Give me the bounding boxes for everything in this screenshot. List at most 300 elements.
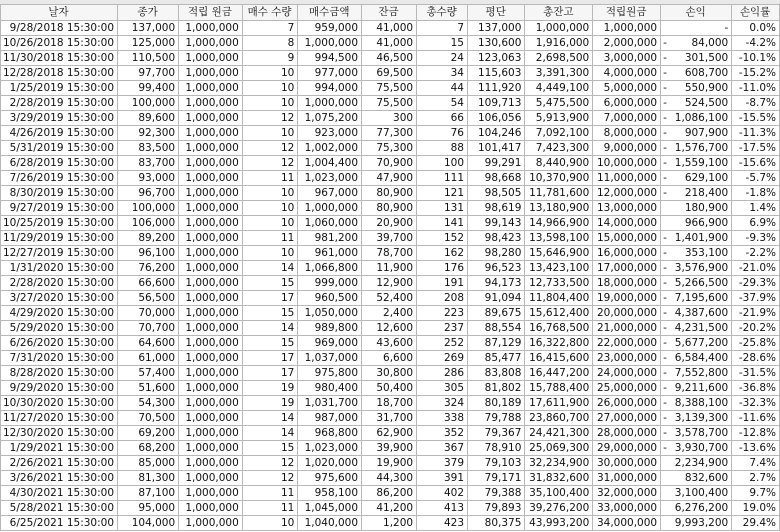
total-value-cell[interactable]: 23,860,700: [525, 411, 593, 426]
balance-cell[interactable]: 78,700: [362, 246, 417, 261]
buy-amount-cell[interactable]: 968,800: [298, 426, 362, 441]
total-value-cell[interactable]: 7,092,100: [525, 126, 593, 141]
accum-principal-cell[interactable]: 1,000,000: [593, 21, 661, 36]
column-header[interactable]: 총수량: [417, 5, 468, 21]
buy-amount-cell[interactable]: 1,060,000: [298, 216, 362, 231]
deposit-cell[interactable]: 1,000,000: [179, 306, 243, 321]
deposit-cell[interactable]: 1,000,000: [179, 456, 243, 471]
avg-price-cell[interactable]: 96,523: [468, 261, 525, 276]
return-rate-cell[interactable]: -2.2%: [732, 246, 780, 261]
total-value-cell[interactable]: 11,781,600: [525, 186, 593, 201]
deposit-cell[interactable]: 1,000,000: [179, 51, 243, 66]
deposit-cell[interactable]: 1,000,000: [179, 351, 243, 366]
return-rate-cell[interactable]: -11.3%: [732, 126, 780, 141]
column-header[interactable]: 날자: [1, 5, 118, 21]
accum-principal-cell[interactable]: 26,000,000: [593, 396, 661, 411]
balance-cell[interactable]: 70,900: [362, 156, 417, 171]
deposit-cell[interactable]: 1,000,000: [179, 336, 243, 351]
balance-cell[interactable]: 52,400: [362, 291, 417, 306]
return-rate-cell[interactable]: -25.8%: [732, 336, 780, 351]
return-rate-cell[interactable]: 0.0%: [732, 21, 780, 36]
total-qty-cell[interactable]: 223: [417, 306, 468, 321]
return-rate-cell[interactable]: 29.4%: [732, 516, 780, 531]
accum-principal-cell[interactable]: 32,000,000: [593, 486, 661, 501]
total-qty-cell[interactable]: 111: [417, 171, 468, 186]
avg-price-cell[interactable]: 91,094: [468, 291, 525, 306]
deposit-cell[interactable]: 1,000,000: [179, 291, 243, 306]
total-value-cell[interactable]: 1,916,000: [525, 36, 593, 51]
accum-principal-cell[interactable]: 17,000,000: [593, 261, 661, 276]
avg-price-cell[interactable]: 98,668: [468, 171, 525, 186]
close-price-cell[interactable]: 100,000: [118, 96, 179, 111]
total-value-cell[interactable]: 43,993,200: [525, 516, 593, 531]
accum-principal-cell[interactable]: 18,000,000: [593, 276, 661, 291]
total-value-cell[interactable]: 5,913,900: [525, 111, 593, 126]
total-qty-cell[interactable]: 44: [417, 81, 468, 96]
total-qty-cell[interactable]: 324: [417, 396, 468, 411]
date-cell[interactable]: 1/29/2021 15:30:00: [1, 441, 118, 456]
buy-amount-cell[interactable]: 1,020,000: [298, 456, 362, 471]
return-rate-cell[interactable]: -5.7%: [732, 171, 780, 186]
total-value-cell[interactable]: 8,440,900: [525, 156, 593, 171]
column-header[interactable]: 총잔고: [525, 5, 593, 21]
buy-amount-cell[interactable]: 961,000: [298, 246, 362, 261]
accum-principal-cell[interactable]: 14,000,000: [593, 216, 661, 231]
buy-amount-cell[interactable]: 967,000: [298, 186, 362, 201]
avg-price-cell[interactable]: 83,808: [468, 366, 525, 381]
column-header[interactable]: 잔금: [362, 5, 417, 21]
avg-price-cell[interactable]: 87,129: [468, 336, 525, 351]
total-qty-cell[interactable]: 100: [417, 156, 468, 171]
accum-principal-cell[interactable]: 31,000,000: [593, 471, 661, 486]
total-value-cell[interactable]: 24,421,300: [525, 426, 593, 441]
deposit-cell[interactable]: 1,000,000: [179, 381, 243, 396]
buy-amount-cell[interactable]: 958,100: [298, 486, 362, 501]
buy-amount-cell[interactable]: 959,000: [298, 21, 362, 36]
balance-cell[interactable]: 75,500: [362, 96, 417, 111]
buy-qty-cell[interactable]: 10: [242, 186, 298, 201]
buy-amount-cell[interactable]: 969,000: [298, 336, 362, 351]
balance-cell[interactable]: 46,500: [362, 51, 417, 66]
buy-qty-cell[interactable]: 15: [242, 306, 298, 321]
total-value-cell[interactable]: 10,370,900: [525, 171, 593, 186]
avg-price-cell[interactable]: 130,600: [468, 36, 525, 51]
date-cell[interactable]: 8/30/2019 15:30:00: [1, 186, 118, 201]
avg-price-cell[interactable]: 115,603: [468, 66, 525, 81]
buy-qty-cell[interactable]: 19: [242, 381, 298, 396]
total-value-cell[interactable]: 16,768,500: [525, 321, 593, 336]
total-value-cell[interactable]: 17,611,900: [525, 396, 593, 411]
buy-qty-cell[interactable]: 14: [242, 411, 298, 426]
buy-qty-cell[interactable]: 19: [242, 396, 298, 411]
profit-cell[interactable]: [661, 426, 732, 441]
date-cell[interactable]: 6/28/2019 15:30:00: [1, 156, 118, 171]
profit-cell[interactable]: [661, 96, 732, 111]
balance-cell[interactable]: 44,300: [362, 471, 417, 486]
close-price-cell[interactable]: 104,000: [118, 516, 179, 531]
total-value-cell[interactable]: 25,069,300: [525, 441, 593, 456]
accum-principal-cell[interactable]: 28,000,000: [593, 426, 661, 441]
date-cell[interactable]: 7/31/2020 15:30:00: [1, 351, 118, 366]
close-price-cell[interactable]: 87,100: [118, 486, 179, 501]
column-header[interactable]: 적립 원금: [179, 5, 243, 21]
buy-qty-cell[interactable]: 7: [242, 21, 298, 36]
balance-cell[interactable]: 30,800: [362, 366, 417, 381]
avg-price-cell[interactable]: 79,171: [468, 471, 525, 486]
total-value-cell[interactable]: 1,000,000: [525, 21, 593, 36]
return-rate-cell[interactable]: -8.7%: [732, 96, 780, 111]
buy-amount-cell[interactable]: 1,023,000: [298, 441, 362, 456]
total-qty-cell[interactable]: 305: [417, 381, 468, 396]
total-qty-cell[interactable]: 367: [417, 441, 468, 456]
balance-cell[interactable]: 1,200: [362, 516, 417, 531]
deposit-cell[interactable]: 1,000,000: [179, 426, 243, 441]
total-qty-cell[interactable]: 338: [417, 411, 468, 426]
accum-principal-cell[interactable]: 6,000,000: [593, 96, 661, 111]
date-cell[interactable]: 1/25/2019 15:30:00: [1, 81, 118, 96]
buy-qty-cell[interactable]: 15: [242, 336, 298, 351]
avg-price-cell[interactable]: 89,675: [468, 306, 525, 321]
buy-qty-cell[interactable]: 10: [242, 216, 298, 231]
profit-cell[interactable]: [661, 381, 732, 396]
profit-cell[interactable]: [661, 141, 732, 156]
balance-cell[interactable]: 6,600: [362, 351, 417, 366]
date-cell[interactable]: 5/28/2021 15:30:00: [1, 501, 118, 516]
profit-cell[interactable]: [661, 111, 732, 126]
date-cell[interactable]: 3/26/2021 15:30:00: [1, 471, 118, 486]
profit-cell[interactable]: [661, 186, 732, 201]
total-qty-cell[interactable]: 402: [417, 486, 468, 501]
profit-cell[interactable]: [661, 321, 732, 336]
buy-amount-cell[interactable]: 1,023,000: [298, 171, 362, 186]
avg-price-cell[interactable]: 79,788: [468, 411, 525, 426]
return-rate-cell[interactable]: 9.7%: [732, 486, 780, 501]
total-qty-cell[interactable]: 423: [417, 516, 468, 531]
date-cell[interactable]: 4/29/2020 15:30:00: [1, 306, 118, 321]
buy-amount-cell[interactable]: 980,400: [298, 381, 362, 396]
deposit-cell[interactable]: 1,000,000: [179, 21, 243, 36]
balance-cell[interactable]: 12,600: [362, 321, 417, 336]
avg-price-cell[interactable]: 123,063: [468, 51, 525, 66]
accum-principal-cell[interactable]: 30,000,000: [593, 456, 661, 471]
date-cell[interactable]: 10/25/2019 15:30:00: [1, 216, 118, 231]
profit-cell[interactable]: [661, 396, 732, 411]
column-header[interactable]: 평단: [468, 5, 525, 21]
return-rate-cell[interactable]: -31.5%: [732, 366, 780, 381]
buy-qty-cell[interactable]: 12: [242, 111, 298, 126]
buy-amount-cell[interactable]: 999,000: [298, 276, 362, 291]
close-price-cell[interactable]: 92,300: [118, 126, 179, 141]
deposit-cell[interactable]: 1,000,000: [179, 366, 243, 381]
date-cell[interactable]: 3/27/2020 15:30:00: [1, 291, 118, 306]
deposit-cell[interactable]: 1,000,000: [179, 126, 243, 141]
date-cell[interactable]: 8/28/2020 15:30:00: [1, 366, 118, 381]
profit-cell[interactable]: [661, 336, 732, 351]
return-rate-cell[interactable]: -20.2%: [732, 321, 780, 336]
avg-price-cell[interactable]: 79,388: [468, 486, 525, 501]
return-rate-cell[interactable]: 7.4%: [732, 456, 780, 471]
column-header[interactable]: 종가: [118, 5, 179, 21]
deposit-cell[interactable]: 1,000,000: [179, 261, 243, 276]
total-qty-cell[interactable]: 15: [417, 36, 468, 51]
avg-price-cell[interactable]: 98,423: [468, 231, 525, 246]
return-rate-cell[interactable]: 2.7%: [732, 471, 780, 486]
total-value-cell[interactable]: 13,598,100: [525, 231, 593, 246]
deposit-cell[interactable]: 1,000,000: [179, 396, 243, 411]
date-cell[interactable]: 10/30/2020 15:30:00: [1, 396, 118, 411]
date-cell[interactable]: 11/27/2020 15:30:00: [1, 411, 118, 426]
deposit-cell[interactable]: 1,000,000: [179, 216, 243, 231]
buy-qty-cell[interactable]: 8: [242, 36, 298, 51]
total-qty-cell[interactable]: 162: [417, 246, 468, 261]
buy-amount-cell[interactable]: 1,050,000: [298, 306, 362, 321]
total-qty-cell[interactable]: 352: [417, 426, 468, 441]
balance-cell[interactable]: 41,000: [362, 21, 417, 36]
buy-amount-cell[interactable]: 1,045,000: [298, 501, 362, 516]
buy-qty-cell[interactable]: 15: [242, 276, 298, 291]
avg-price-cell[interactable]: 106,056: [468, 111, 525, 126]
avg-price-cell[interactable]: 94,173: [468, 276, 525, 291]
accum-principal-cell[interactable]: 20,000,000: [593, 306, 661, 321]
buy-qty-cell[interactable]: 9: [242, 51, 298, 66]
buy-qty-cell[interactable]: 11: [242, 231, 298, 246]
total-value-cell[interactable]: 13,180,900: [525, 201, 593, 216]
accum-principal-cell[interactable]: 11,000,000: [593, 171, 661, 186]
profit-cell[interactable]: [661, 246, 732, 261]
close-price-cell[interactable]: 83,700: [118, 156, 179, 171]
profit-cell[interactable]: [661, 21, 732, 36]
buy-amount-cell[interactable]: 977,000: [298, 66, 362, 81]
total-qty-cell[interactable]: 141: [417, 216, 468, 231]
buy-amount-cell[interactable]: 975,600: [298, 471, 362, 486]
profit-cell[interactable]: [661, 201, 732, 216]
total-qty-cell[interactable]: 88: [417, 141, 468, 156]
total-qty-cell[interactable]: 34: [417, 66, 468, 81]
date-cell[interactable]: 9/29/2020 15:30:00: [1, 381, 118, 396]
deposit-cell[interactable]: 1,000,000: [179, 471, 243, 486]
total-value-cell[interactable]: 7,423,300: [525, 141, 593, 156]
return-rate-cell[interactable]: -32.3%: [732, 396, 780, 411]
accum-principal-cell[interactable]: 25,000,000: [593, 381, 661, 396]
accum-principal-cell[interactable]: 29,000,000: [593, 441, 661, 456]
accum-principal-cell[interactable]: 4,000,000: [593, 66, 661, 81]
avg-price-cell[interactable]: 79,893: [468, 501, 525, 516]
date-cell[interactable]: 9/27/2019 15:30:00: [1, 201, 118, 216]
profit-cell[interactable]: [661, 51, 732, 66]
close-price-cell[interactable]: 64,600: [118, 336, 179, 351]
buy-qty-cell[interactable]: 11: [242, 501, 298, 516]
buy-amount-cell[interactable]: 987,000: [298, 411, 362, 426]
avg-price-cell[interactable]: 104,246: [468, 126, 525, 141]
balance-cell[interactable]: 86,200: [362, 486, 417, 501]
buy-amount-cell[interactable]: 989,800: [298, 321, 362, 336]
buy-qty-cell[interactable]: 10: [242, 81, 298, 96]
balance-cell[interactable]: 39,900: [362, 441, 417, 456]
buy-qty-cell[interactable]: 11: [242, 486, 298, 501]
return-rate-cell[interactable]: 6.9%: [732, 216, 780, 231]
buy-amount-cell[interactable]: 1,066,800: [298, 261, 362, 276]
return-rate-cell[interactable]: -29.3%: [732, 276, 780, 291]
return-rate-cell[interactable]: -21.9%: [732, 306, 780, 321]
balance-cell[interactable]: 77,300: [362, 126, 417, 141]
close-price-cell[interactable]: 85,000: [118, 456, 179, 471]
profit-cell[interactable]: [661, 126, 732, 141]
buy-amount-cell[interactable]: 1,000,000: [298, 36, 362, 51]
close-price-cell[interactable]: 97,700: [118, 66, 179, 81]
deposit-cell[interactable]: 1,000,000: [179, 36, 243, 51]
deposit-cell[interactable]: 1,000,000: [179, 201, 243, 216]
balance-cell[interactable]: 18,700: [362, 396, 417, 411]
return-rate-cell[interactable]: -9.3%: [732, 231, 780, 246]
balance-cell[interactable]: 62,900: [362, 426, 417, 441]
accum-principal-cell[interactable]: 10,000,000: [593, 156, 661, 171]
balance-cell[interactable]: 43,600: [362, 336, 417, 351]
balance-cell[interactable]: 20,900: [362, 216, 417, 231]
profit-cell[interactable]: [661, 261, 732, 276]
buy-qty-cell[interactable]: 10: [242, 201, 298, 216]
buy-amount-cell[interactable]: 1,037,000: [298, 351, 362, 366]
avg-price-cell[interactable]: 98,505: [468, 186, 525, 201]
balance-cell[interactable]: 2,400: [362, 306, 417, 321]
total-qty-cell[interactable]: 413: [417, 501, 468, 516]
total-value-cell[interactable]: 2,698,500: [525, 51, 593, 66]
accum-principal-cell[interactable]: 9,000,000: [593, 141, 661, 156]
balance-cell[interactable]: 69,500: [362, 66, 417, 81]
deposit-cell[interactable]: 1,000,000: [179, 276, 243, 291]
balance-cell[interactable]: 39,700: [362, 231, 417, 246]
total-value-cell[interactable]: 5,475,500: [525, 96, 593, 111]
total-qty-cell[interactable]: 237: [417, 321, 468, 336]
close-price-cell[interactable]: 69,200: [118, 426, 179, 441]
accum-principal-cell[interactable]: 2,000,000: [593, 36, 661, 51]
total-value-cell[interactable]: 39,276,200: [525, 501, 593, 516]
buy-qty-cell[interactable]: 12: [242, 456, 298, 471]
return-rate-cell[interactable]: -13.6%: [732, 441, 780, 456]
return-rate-cell[interactable]: -21.0%: [732, 261, 780, 276]
total-qty-cell[interactable]: 66: [417, 111, 468, 126]
avg-price-cell[interactable]: 79,103: [468, 456, 525, 471]
profit-cell[interactable]: [661, 351, 732, 366]
profit-cell[interactable]: [661, 516, 732, 531]
deposit-cell[interactable]: 1,000,000: [179, 321, 243, 336]
buy-amount-cell[interactable]: 923,000: [298, 126, 362, 141]
close-price-cell[interactable]: 96,700: [118, 186, 179, 201]
profit-cell[interactable]: [661, 156, 732, 171]
accum-principal-cell[interactable]: 5,000,000: [593, 81, 661, 96]
total-value-cell[interactable]: 14,966,900: [525, 216, 593, 231]
deposit-cell[interactable]: 1,000,000: [179, 171, 243, 186]
date-cell[interactable]: 12/28/2018 15:30:00: [1, 66, 118, 81]
return-rate-cell[interactable]: -15.2%: [732, 66, 780, 81]
avg-price-cell[interactable]: 80,189: [468, 396, 525, 411]
buy-amount-cell[interactable]: 994,500: [298, 51, 362, 66]
deposit-cell[interactable]: 1,000,000: [179, 441, 243, 456]
profit-cell[interactable]: [661, 66, 732, 81]
column-header[interactable]: 손익: [661, 5, 732, 21]
total-value-cell[interactable]: 4,449,100: [525, 81, 593, 96]
buy-qty-cell[interactable]: 10: [242, 96, 298, 111]
date-cell[interactable]: 2/26/2021 15:30:00: [1, 456, 118, 471]
deposit-cell[interactable]: 1,000,000: [179, 186, 243, 201]
return-rate-cell[interactable]: -4.2%: [732, 36, 780, 51]
balance-cell[interactable]: 41,000: [362, 36, 417, 51]
date-cell[interactable]: 3/29/2019 15:30:00: [1, 111, 118, 126]
date-cell[interactable]: 12/30/2020 15:30:00: [1, 426, 118, 441]
close-price-cell[interactable]: 68,200: [118, 441, 179, 456]
accum-principal-cell[interactable]: 12,000,000: [593, 186, 661, 201]
buy-amount-cell[interactable]: 975,800: [298, 366, 362, 381]
buy-amount-cell[interactable]: 1,000,000: [298, 96, 362, 111]
profit-cell[interactable]: [661, 366, 732, 381]
buy-qty-cell[interactable]: 17: [242, 366, 298, 381]
date-cell[interactable]: 4/30/2021 15:30:00: [1, 486, 118, 501]
date-cell[interactable]: 5/29/2020 15:30:00: [1, 321, 118, 336]
total-value-cell[interactable]: 15,788,400: [525, 381, 593, 396]
date-cell[interactable]: 2/28/2019 15:30:00: [1, 96, 118, 111]
date-cell[interactable]: 6/25/2021 15:30:00: [1, 516, 118, 531]
balance-cell[interactable]: 47,900: [362, 171, 417, 186]
total-value-cell[interactable]: 11,804,400: [525, 291, 593, 306]
date-cell[interactable]: 9/28/2018 15:30:00: [1, 21, 118, 36]
total-value-cell[interactable]: 31,832,600: [525, 471, 593, 486]
profit-cell[interactable]: [661, 471, 732, 486]
close-price-cell[interactable]: 83,500: [118, 141, 179, 156]
balance-cell[interactable]: 75,300: [362, 141, 417, 156]
avg-price-cell[interactable]: 99,291: [468, 156, 525, 171]
profit-cell[interactable]: [661, 411, 732, 426]
avg-price-cell[interactable]: 98,619: [468, 201, 525, 216]
close-price-cell[interactable]: 137,000: [118, 21, 179, 36]
return-rate-cell[interactable]: -17.5%: [732, 141, 780, 156]
total-qty-cell[interactable]: 286: [417, 366, 468, 381]
total-value-cell[interactable]: 16,322,800: [525, 336, 593, 351]
buy-qty-cell[interactable]: 12: [242, 471, 298, 486]
accum-principal-cell[interactable]: 33,000,000: [593, 501, 661, 516]
profit-cell[interactable]: [661, 216, 732, 231]
total-qty-cell[interactable]: 152: [417, 231, 468, 246]
total-value-cell[interactable]: 15,646,900: [525, 246, 593, 261]
avg-price-cell[interactable]: 98,280: [468, 246, 525, 261]
close-price-cell[interactable]: 61,000: [118, 351, 179, 366]
close-price-cell[interactable]: 70,000: [118, 306, 179, 321]
deposit-cell[interactable]: 1,000,000: [179, 141, 243, 156]
buy-qty-cell[interactable]: 10: [242, 66, 298, 81]
close-price-cell[interactable]: 76,200: [118, 261, 179, 276]
total-qty-cell[interactable]: 121: [417, 186, 468, 201]
deposit-cell[interactable]: 1,000,000: [179, 501, 243, 516]
avg-price-cell[interactable]: 78,910: [468, 441, 525, 456]
balance-cell[interactable]: 80,900: [362, 201, 417, 216]
close-price-cell[interactable]: 93,000: [118, 171, 179, 186]
buy-amount-cell[interactable]: 981,200: [298, 231, 362, 246]
buy-amount-cell[interactable]: 1,004,400: [298, 156, 362, 171]
buy-qty-cell[interactable]: 17: [242, 351, 298, 366]
date-cell[interactable]: 11/29/2019 15:30:00: [1, 231, 118, 246]
date-cell[interactable]: 1/31/2020 15:30:00: [1, 261, 118, 276]
deposit-cell[interactable]: 1,000,000: [179, 66, 243, 81]
profit-cell[interactable]: [661, 231, 732, 246]
return-rate-cell[interactable]: -10.1%: [732, 51, 780, 66]
close-price-cell[interactable]: 51,600: [118, 381, 179, 396]
close-price-cell[interactable]: 81,300: [118, 471, 179, 486]
accum-principal-cell[interactable]: 34,000,000: [593, 516, 661, 531]
buy-qty-cell[interactable]: 11: [242, 171, 298, 186]
buy-amount-cell[interactable]: 1,031,700: [298, 396, 362, 411]
accum-principal-cell[interactable]: 16,000,000: [593, 246, 661, 261]
total-qty-cell[interactable]: 76: [417, 126, 468, 141]
return-rate-cell[interactable]: -12.8%: [732, 426, 780, 441]
accum-principal-cell[interactable]: 15,000,000: [593, 231, 661, 246]
